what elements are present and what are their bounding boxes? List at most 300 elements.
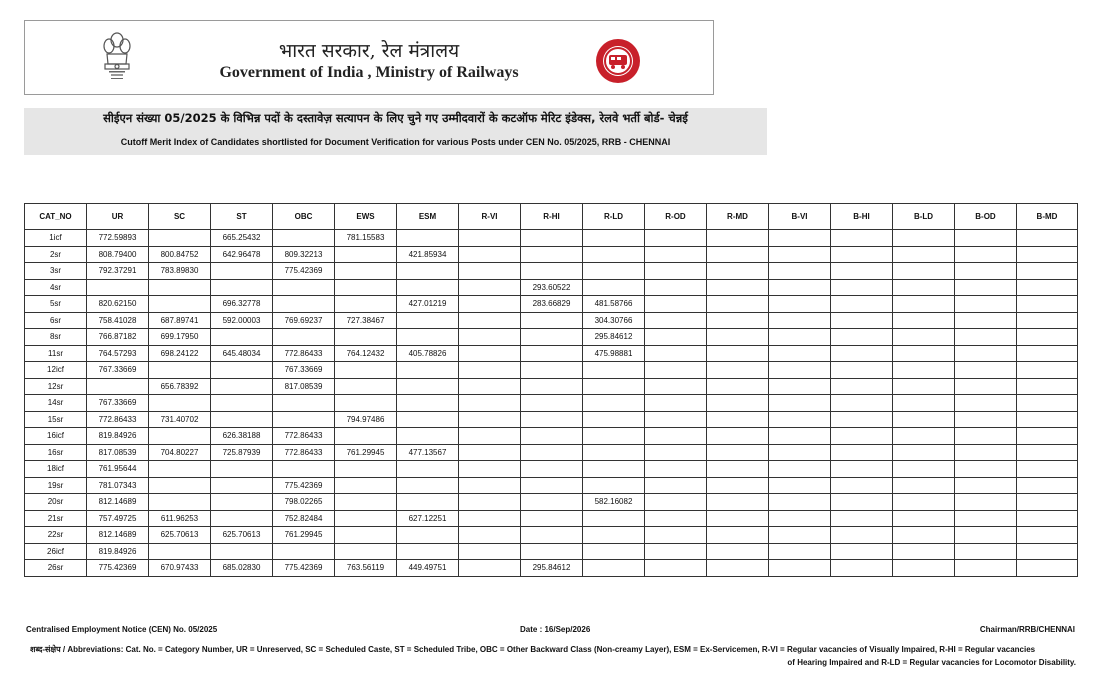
score-cell xyxy=(211,477,273,494)
score-cell xyxy=(893,543,955,560)
score-cell: 696.32778 xyxy=(211,296,273,313)
score-cell xyxy=(955,560,1017,577)
score-cell xyxy=(1017,461,1078,478)
score-cell xyxy=(769,362,831,379)
score-cell: 808.79400 xyxy=(87,246,149,263)
score-cell: 767.33669 xyxy=(273,362,335,379)
score-cell xyxy=(707,510,769,527)
score-cell xyxy=(645,263,707,280)
score-cell: 772.86433 xyxy=(273,444,335,461)
score-cell xyxy=(149,296,211,313)
score-cell: 775.42369 xyxy=(273,263,335,280)
score-cell xyxy=(583,279,645,296)
score-cell xyxy=(645,312,707,329)
score-cell xyxy=(149,362,211,379)
score-cell xyxy=(521,527,583,544)
score-cell: 794.97486 xyxy=(335,411,397,428)
table-row xyxy=(25,395,1078,412)
table-row xyxy=(25,345,1078,362)
score-cell: 421.85934 xyxy=(397,246,459,263)
score-cell xyxy=(335,263,397,280)
column-header: B-OD xyxy=(955,204,1017,230)
score-cell: 665.25432 xyxy=(211,230,273,247)
score-cell xyxy=(273,296,335,313)
score-cell xyxy=(335,494,397,511)
score-cell xyxy=(459,329,521,346)
category-cell: 16sr xyxy=(25,444,87,461)
category-cell: 18icf xyxy=(25,461,87,478)
score-cell xyxy=(769,461,831,478)
score-cell xyxy=(645,527,707,544)
score-cell: 800.84752 xyxy=(149,246,211,263)
score-cell: 685.02830 xyxy=(211,560,273,577)
score-cell xyxy=(893,395,955,412)
score-cell xyxy=(893,428,955,445)
score-cell xyxy=(521,477,583,494)
category-cell: 5sr xyxy=(25,296,87,313)
score-cell xyxy=(893,362,955,379)
score-cell xyxy=(397,477,459,494)
table-body xyxy=(25,230,1078,577)
score-cell xyxy=(645,461,707,478)
score-cell xyxy=(955,510,1017,527)
score-cell xyxy=(459,510,521,527)
score-cell xyxy=(273,329,335,346)
column-header: B-VI xyxy=(769,204,831,230)
score-cell xyxy=(831,279,893,296)
score-cell xyxy=(645,362,707,379)
score-cell xyxy=(893,444,955,461)
score-cell: 475.98881 xyxy=(583,345,645,362)
score-cell xyxy=(955,345,1017,362)
category-cell: 26sr xyxy=(25,560,87,577)
score-cell xyxy=(459,543,521,560)
score-cell xyxy=(583,560,645,577)
score-cell xyxy=(521,362,583,379)
category-cell: 16icf xyxy=(25,428,87,445)
score-cell xyxy=(1017,279,1078,296)
score-cell: 704.80227 xyxy=(149,444,211,461)
score-cell xyxy=(87,378,149,395)
score-cell xyxy=(769,510,831,527)
column-header: CAT_NO xyxy=(25,204,87,230)
score-cell xyxy=(459,477,521,494)
category-cell: 11sr xyxy=(25,345,87,362)
score-cell: 767.33669 xyxy=(87,395,149,412)
score-cell xyxy=(831,296,893,313)
score-cell xyxy=(645,378,707,395)
score-cell: 772.86433 xyxy=(273,428,335,445)
score-cell xyxy=(397,461,459,478)
score-cell xyxy=(149,395,211,412)
title-banner xyxy=(24,108,767,155)
score-cell xyxy=(955,444,1017,461)
score-cell xyxy=(893,296,955,313)
score-cell: 731.40702 xyxy=(149,411,211,428)
score-cell xyxy=(211,411,273,428)
score-cell: 819.84926 xyxy=(87,428,149,445)
score-cell xyxy=(955,263,1017,280)
score-cell: 625.70613 xyxy=(211,527,273,544)
score-cell xyxy=(397,362,459,379)
category-cell: 20sr xyxy=(25,494,87,511)
score-cell: 626.38188 xyxy=(211,428,273,445)
score-cell xyxy=(707,362,769,379)
score-cell: 819.84926 xyxy=(87,543,149,560)
column-header: SC xyxy=(149,204,211,230)
score-cell: 645.48034 xyxy=(211,345,273,362)
score-cell xyxy=(273,279,335,296)
score-cell xyxy=(645,279,707,296)
score-cell xyxy=(831,543,893,560)
column-header: R-OD xyxy=(645,204,707,230)
score-cell xyxy=(955,362,1017,379)
category-cell: 4sr xyxy=(25,279,87,296)
score-cell xyxy=(831,477,893,494)
score-cell xyxy=(955,461,1017,478)
category-cell: 6sr xyxy=(25,312,87,329)
score-cell xyxy=(707,428,769,445)
score-cell xyxy=(211,461,273,478)
score-cell xyxy=(459,494,521,511)
score-cell: 775.42369 xyxy=(273,477,335,494)
score-cell xyxy=(521,543,583,560)
score-cell xyxy=(459,279,521,296)
score-cell xyxy=(707,411,769,428)
score-cell xyxy=(707,312,769,329)
score-cell xyxy=(335,543,397,560)
score-cell: 405.78826 xyxy=(397,345,459,362)
score-cell: 763.56119 xyxy=(335,560,397,577)
score-cell: 611.96253 xyxy=(149,510,211,527)
signatory: Chairman/RRB/CHENNAI xyxy=(979,625,1075,634)
score-cell xyxy=(707,461,769,478)
score-cell xyxy=(335,527,397,544)
table-row xyxy=(25,444,1078,461)
score-cell xyxy=(831,527,893,544)
score-cell xyxy=(583,411,645,428)
score-cell xyxy=(955,329,1017,346)
score-cell xyxy=(397,263,459,280)
score-cell xyxy=(707,395,769,412)
column-header: R-HI xyxy=(521,204,583,230)
table-row xyxy=(25,230,1078,247)
score-cell xyxy=(583,362,645,379)
score-cell xyxy=(459,560,521,577)
category-cell: 21sr xyxy=(25,510,87,527)
score-cell xyxy=(707,543,769,560)
score-cell xyxy=(1017,329,1078,346)
railways-logo-icon xyxy=(595,38,641,84)
table-row xyxy=(25,329,1078,346)
score-cell xyxy=(1017,444,1078,461)
score-cell xyxy=(211,263,273,280)
score-cell xyxy=(521,395,583,412)
score-cell: 783.89830 xyxy=(149,263,211,280)
score-cell xyxy=(1017,527,1078,544)
score-cell xyxy=(893,329,955,346)
score-cell xyxy=(707,345,769,362)
score-cell: 656.78392 xyxy=(149,378,211,395)
score-cell xyxy=(459,296,521,313)
score-cell xyxy=(459,362,521,379)
score-cell xyxy=(397,312,459,329)
score-cell xyxy=(459,444,521,461)
score-cell xyxy=(955,428,1017,445)
score-cell xyxy=(583,230,645,247)
score-cell: 761.29945 xyxy=(273,527,335,544)
score-cell xyxy=(459,230,521,247)
table-row xyxy=(25,312,1078,329)
category-cell: 1icf xyxy=(25,230,87,247)
score-cell xyxy=(521,461,583,478)
score-cell xyxy=(273,230,335,247)
column-header: ST xyxy=(211,204,273,230)
score-cell xyxy=(893,560,955,577)
score-cell xyxy=(1017,428,1078,445)
score-cell xyxy=(459,411,521,428)
score-cell xyxy=(1017,543,1078,560)
score-cell xyxy=(769,329,831,346)
score-cell xyxy=(583,246,645,263)
score-cell xyxy=(893,461,955,478)
banner-english: Cutoff Merit Index of Candidates shortlisted for Document Verification for various Posts under CEN No. 05/2025, RRB - CHENNAI xyxy=(120,137,671,147)
table-header-row xyxy=(25,204,1078,230)
score-cell xyxy=(831,411,893,428)
score-cell xyxy=(1017,230,1078,247)
score-cell xyxy=(893,494,955,511)
score-cell: 670.97433 xyxy=(149,560,211,577)
column-header: OBC xyxy=(273,204,335,230)
category-cell: 2sr xyxy=(25,246,87,263)
score-cell xyxy=(335,395,397,412)
score-cell xyxy=(831,312,893,329)
score-cell xyxy=(1017,411,1078,428)
score-cell xyxy=(831,395,893,412)
score-cell xyxy=(769,411,831,428)
score-cell xyxy=(769,494,831,511)
score-cell xyxy=(521,230,583,247)
score-cell xyxy=(149,461,211,478)
category-cell: 19sr xyxy=(25,477,87,494)
score-cell: 812.14689 xyxy=(87,527,149,544)
score-cell: 449.49751 xyxy=(397,560,459,577)
score-cell xyxy=(583,428,645,445)
table-row xyxy=(25,378,1078,395)
score-cell: 820.62150 xyxy=(87,296,149,313)
table-row xyxy=(25,428,1078,445)
score-cell: 427.01219 xyxy=(397,296,459,313)
score-cell xyxy=(273,411,335,428)
score-cell: 592.00003 xyxy=(211,312,273,329)
score-cell xyxy=(893,263,955,280)
score-cell xyxy=(335,246,397,263)
score-cell xyxy=(645,230,707,247)
column-header: R-LD xyxy=(583,204,645,230)
score-cell xyxy=(521,312,583,329)
score-cell xyxy=(273,395,335,412)
score-cell: 295.84612 xyxy=(583,329,645,346)
score-cell xyxy=(831,444,893,461)
score-cell: 766.87182 xyxy=(87,329,149,346)
score-cell xyxy=(707,246,769,263)
score-cell xyxy=(769,230,831,247)
score-cell xyxy=(893,279,955,296)
title-english: Government of India , Ministry of Railways xyxy=(219,64,519,81)
score-cell: 481.58766 xyxy=(583,296,645,313)
score-cell xyxy=(211,395,273,412)
table-row xyxy=(25,477,1078,494)
merit-table xyxy=(24,203,1078,577)
score-cell xyxy=(893,246,955,263)
score-cell xyxy=(397,411,459,428)
score-cell xyxy=(211,279,273,296)
category-cell: 3sr xyxy=(25,263,87,280)
score-cell xyxy=(459,395,521,412)
score-cell: 477.13567 xyxy=(397,444,459,461)
score-cell xyxy=(955,543,1017,560)
score-cell xyxy=(397,329,459,346)
score-cell: 757.49725 xyxy=(87,510,149,527)
score-cell: 642.96478 xyxy=(211,246,273,263)
score-cell: 293.60522 xyxy=(521,279,583,296)
category-cell: 8sr xyxy=(25,329,87,346)
score-cell: 283.66829 xyxy=(521,296,583,313)
score-cell xyxy=(583,477,645,494)
score-cell xyxy=(583,395,645,412)
score-cell: 761.29945 xyxy=(335,444,397,461)
score-cell xyxy=(1017,378,1078,395)
score-cell xyxy=(1017,312,1078,329)
category-cell: 14sr xyxy=(25,395,87,412)
score-cell xyxy=(521,494,583,511)
score-cell xyxy=(211,543,273,560)
score-cell xyxy=(521,345,583,362)
score-cell: 725.87939 xyxy=(211,444,273,461)
score-cell xyxy=(893,230,955,247)
score-cell xyxy=(521,263,583,280)
score-cell xyxy=(211,362,273,379)
table-row xyxy=(25,263,1078,280)
score-cell xyxy=(707,329,769,346)
score-cell xyxy=(583,461,645,478)
score-cell xyxy=(893,510,955,527)
score-cell: 764.12432 xyxy=(335,345,397,362)
score-cell xyxy=(1017,494,1078,511)
notice-date: Date : 16/Sep/2026 xyxy=(520,625,591,634)
score-cell xyxy=(1017,510,1078,527)
header-box xyxy=(24,20,714,95)
category-cell: 15sr xyxy=(25,411,87,428)
score-cell xyxy=(645,494,707,511)
score-cell xyxy=(707,230,769,247)
category-cell: 12sr xyxy=(25,378,87,395)
score-cell xyxy=(273,543,335,560)
table-row xyxy=(25,510,1078,527)
score-cell xyxy=(645,411,707,428)
score-cell xyxy=(149,279,211,296)
score-cell xyxy=(459,345,521,362)
score-cell xyxy=(831,428,893,445)
score-cell xyxy=(831,461,893,478)
score-cell xyxy=(955,246,1017,263)
score-cell xyxy=(1017,560,1078,577)
score-cell xyxy=(831,329,893,346)
score-cell: 304.30766 xyxy=(583,312,645,329)
score-cell xyxy=(521,444,583,461)
score-cell: 781.07343 xyxy=(87,477,149,494)
score-cell xyxy=(893,378,955,395)
score-cell xyxy=(955,527,1017,544)
score-cell: 775.42369 xyxy=(273,560,335,577)
column-header: EWS xyxy=(335,204,397,230)
score-cell xyxy=(955,312,1017,329)
score-cell xyxy=(459,428,521,445)
score-cell xyxy=(211,329,273,346)
score-cell xyxy=(893,411,955,428)
score-cell xyxy=(645,428,707,445)
score-cell xyxy=(707,560,769,577)
column-header: UR xyxy=(87,204,149,230)
category-cell: 12icf xyxy=(25,362,87,379)
score-cell xyxy=(397,543,459,560)
score-cell xyxy=(769,312,831,329)
score-cell: 781.15583 xyxy=(335,230,397,247)
score-cell xyxy=(335,461,397,478)
score-cell xyxy=(645,543,707,560)
score-cell xyxy=(831,246,893,263)
score-cell xyxy=(583,543,645,560)
score-cell xyxy=(335,362,397,379)
score-cell xyxy=(893,312,955,329)
score-cell xyxy=(769,378,831,395)
column-header: R-MD xyxy=(707,204,769,230)
score-cell xyxy=(645,296,707,313)
score-cell xyxy=(645,345,707,362)
score-cell xyxy=(707,263,769,280)
column-header: ESM xyxy=(397,204,459,230)
score-cell xyxy=(583,263,645,280)
score-cell xyxy=(459,263,521,280)
column-header: B-MD xyxy=(1017,204,1078,230)
score-cell: 772.86433 xyxy=(87,411,149,428)
score-cell xyxy=(769,345,831,362)
score-cell xyxy=(831,510,893,527)
score-cell xyxy=(521,378,583,395)
score-cell xyxy=(893,527,955,544)
score-cell xyxy=(397,395,459,412)
score-cell xyxy=(583,510,645,527)
score-cell xyxy=(335,378,397,395)
score-cell: 687.89741 xyxy=(149,312,211,329)
score-cell xyxy=(707,527,769,544)
score-cell xyxy=(211,510,273,527)
score-cell xyxy=(397,494,459,511)
score-cell xyxy=(521,428,583,445)
score-cell xyxy=(769,543,831,560)
score-cell xyxy=(893,345,955,362)
score-cell xyxy=(769,428,831,445)
score-cell: 582.16082 xyxy=(583,494,645,511)
score-cell: 809.32213 xyxy=(273,246,335,263)
score-cell xyxy=(645,477,707,494)
abbreviations-line-2: of Hearing Impaired and R-LD = Regular vacancies for Locomotor Disability. xyxy=(787,658,1076,667)
score-cell xyxy=(769,395,831,412)
score-cell xyxy=(769,246,831,263)
score-cell xyxy=(769,279,831,296)
score-cell: 764.57293 xyxy=(87,345,149,362)
score-cell xyxy=(955,230,1017,247)
